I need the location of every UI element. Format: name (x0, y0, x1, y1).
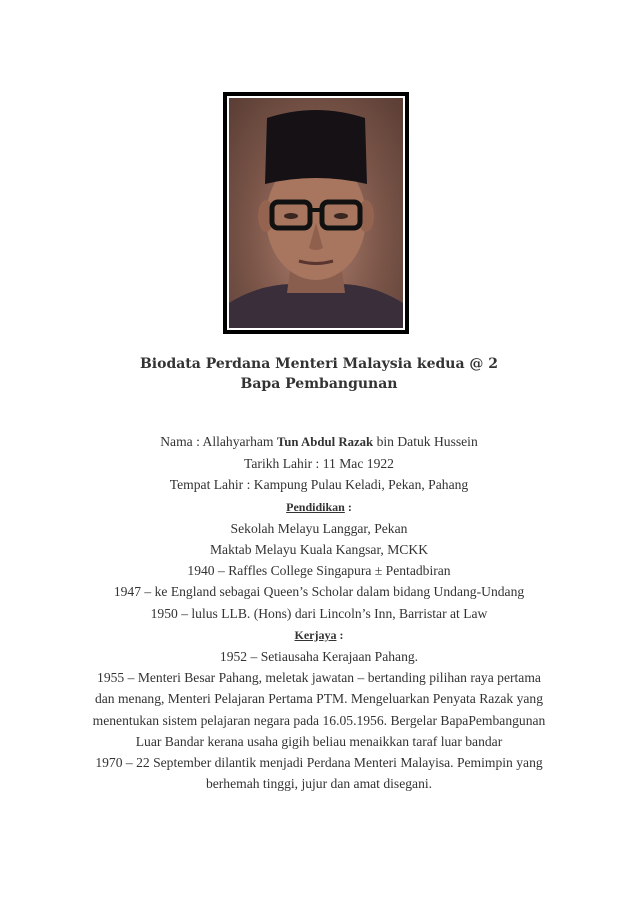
career-colon: : (336, 627, 344, 642)
career-item: menentukan sistem pelajaran negara pada 16.05.1956. Bergelar BapaPembangunan (92, 712, 546, 728)
education-item: 1950 – lulus LLB. (Hons) dari Lincoln’s Inn, Barristar at Law (150, 605, 488, 621)
birth-place: Tempat Lahir : Kampung Pulau Keladi, Pekan, Pahang (169, 477, 469, 493)
education-colon: : (344, 499, 352, 514)
career-item: berhemah tinggi, jujur dan amat disegani. (205, 776, 433, 792)
education-item: 1940 – Raffles College Singapura ± Pentadbiran (187, 563, 451, 579)
career-item: dan menang, Menteri Pelajaran Pertama PTM. Mengeluarkan Penyata Razak yang (94, 691, 544, 707)
birth-date: Tarikh Lahir : 11 Mac 1922 (244, 456, 394, 472)
career-item: Luar Bandar kerana usaha gigih beliau menaikkan taraf luar bandar (135, 733, 503, 749)
career-item: 1952 – Setiausaha Kerajaan Pahang. (219, 649, 419, 665)
education-heading-line (48, 496, 590, 518)
career-item: 1970 – 22 September dilantik menjadi Perdana Menteri Malayisa. Pemimpin yang (95, 755, 543, 771)
name-rest: bin Datuk Hussein (373, 434, 478, 449)
page-subtitle: Bapa Pembangunan (240, 376, 398, 392)
name-bold: Tun Abdul Razak (276, 435, 374, 449)
education-item: 1947 – ke England sebagai Queen’s Scholar dalam bidang Undang-Undang (113, 584, 525, 600)
education-item: Maktab Melayu Kuala Kangsar, MCKK (209, 542, 429, 558)
name-line (48, 431, 590, 453)
portrait-icon (229, 98, 403, 328)
career-item: 1955 – Menteri Besar Pahang, meletak jawatan – bertanding pilihan raya pertama (97, 670, 541, 686)
career-heading: Kerjaya (294, 627, 337, 642)
biodata-body (48, 431, 590, 794)
name-label: Nama : Allahyarham (160, 434, 277, 449)
portrait-photo (227, 96, 405, 330)
page-title: Biodata Perdana Menteri Malaysia kedua @ 2 (139, 356, 499, 372)
career-heading-line (48, 624, 590, 646)
education-item: Sekolah Melayu Langgar, Pekan (230, 520, 408, 536)
portrait-frame (223, 92, 409, 334)
education-heading: Pendidikan (286, 499, 345, 514)
